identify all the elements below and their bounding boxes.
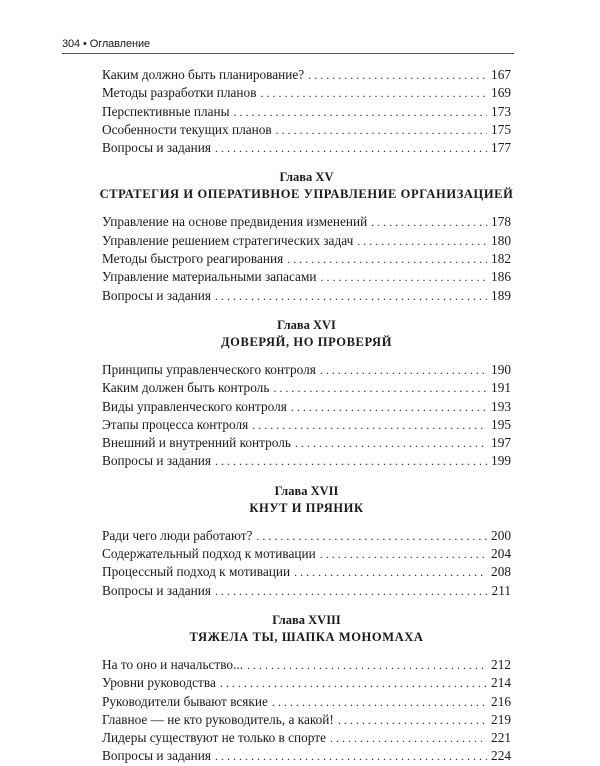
toc-entry-page: 199	[491, 453, 511, 469]
toc-entry[interactable]	[102, 250, 511, 268]
dot-leader	[276, 121, 487, 139]
dot-leader	[330, 729, 487, 747]
chapter-label: Глава XVI	[277, 317, 336, 332]
toc-entry-title: Управление материальными запасами	[102, 269, 317, 285]
toc-entry[interactable]	[102, 711, 511, 729]
toc-entry-page: 197	[491, 435, 511, 451]
toc-entry-title: Главное — не кто руководитель, а какой!	[102, 711, 334, 727]
running-head: 304 • Оглавление	[62, 38, 151, 50]
toc-entry-page: 177	[491, 140, 511, 156]
toc-entry[interactable]	[102, 398, 511, 416]
chapter-title: ДОВЕРЯЙ, НО ПРОВЕРЯЙ	[220, 334, 393, 349]
toc-entry-page: 175	[491, 121, 511, 137]
dot-leader	[357, 232, 487, 250]
toc-entry-page: 182	[491, 251, 511, 267]
toc-section	[102, 317, 511, 471]
toc-entry[interactable]	[102, 563, 511, 581]
toc-entry[interactable]	[102, 139, 511, 157]
toc-entry-title: Каким должен быть контроль	[102, 380, 270, 396]
toc-entry-page: 189	[491, 287, 511, 303]
dot-leader	[215, 582, 488, 600]
toc-entry-title: Принципы управленческого контроля	[102, 361, 316, 377]
toc-entry[interactable]	[102, 527, 511, 545]
toc-entry[interactable]	[102, 545, 511, 563]
dot-leader	[287, 250, 487, 268]
toc-entry-page: 214	[491, 675, 511, 691]
dot-leader	[291, 398, 487, 416]
toc-entry[interactable]	[102, 656, 511, 674]
toc-entry[interactable]	[102, 434, 511, 452]
toc-entry[interactable]	[102, 693, 511, 711]
toc-entry-page: 180	[491, 232, 511, 248]
toc-entry-page: 221	[491, 730, 511, 746]
dot-leader	[247, 656, 487, 674]
toc-entry-page: 191	[491, 380, 511, 396]
toc-entry-page: 173	[491, 103, 511, 119]
dot-leader	[320, 361, 487, 379]
toc-entry-title: Виды управленческого контроля	[102, 398, 287, 414]
chapter-title: КНУТ И ПРЯНИК	[249, 500, 364, 515]
toc-entry-title: Методы разработки планов	[102, 85, 257, 101]
dot-leader	[272, 693, 487, 711]
toc-entry[interactable]	[102, 361, 511, 379]
toc-entry[interactable]	[102, 582, 511, 600]
dot-leader	[320, 268, 487, 286]
toc-entry-page: 211	[491, 582, 511, 598]
toc-entry[interactable]	[102, 121, 511, 139]
toc-entry[interactable]	[102, 379, 511, 397]
toc-entry-page: 208	[491, 564, 511, 580]
toc-entry-title: Методы быстрого реагирования	[102, 251, 284, 267]
dot-leader	[320, 545, 487, 563]
toc-entry[interactable]	[102, 287, 511, 305]
dot-leader	[260, 84, 487, 102]
dot-leader	[338, 711, 487, 729]
toc-entry[interactable]	[102, 747, 511, 765]
toc-entry[interactable]	[102, 452, 511, 470]
toc-entry-title: Вопросы и задания	[102, 140, 212, 156]
chapter-label: Глава XV	[279, 170, 334, 185]
toc-entry-title: Содержательный подход к мотивации	[102, 546, 316, 562]
toc-entry-page: 224	[491, 748, 511, 764]
toc-entry-title: На то оно и начальство...	[102, 656, 244, 672]
toc-entry-title: Руководители бывают всякие	[102, 693, 268, 709]
toc-entry-page: 204	[491, 546, 511, 562]
toc-entry-title: Процессный подход к мотивации	[102, 564, 291, 580]
dot-leader	[234, 103, 488, 121]
toc-entry-title: Внешний и внутренний контроль	[102, 435, 291, 451]
toc-entry[interactable]	[102, 729, 511, 747]
toc-entry[interactable]	[102, 213, 511, 231]
table-of-contents	[99, 66, 514, 766]
toc-entry-page: 186	[491, 269, 511, 285]
chapter-label: Глава XVIII	[272, 612, 341, 627]
toc-entry[interactable]	[102, 84, 511, 102]
toc-entry-page: 190	[491, 361, 511, 377]
toc-entry-title: Вопросы и задания	[102, 748, 212, 764]
toc-entry[interactable]	[102, 66, 511, 84]
dot-leader	[273, 379, 487, 397]
toc-section	[102, 612, 511, 766]
toc-entry-title: Перспективные планы	[102, 103, 230, 119]
dot-leader	[215, 452, 487, 470]
toc-entry-page: 178	[491, 214, 511, 230]
chapter-label: Глава XVII	[274, 483, 339, 498]
toc-entry-page: 169	[491, 85, 511, 101]
toc-entry-page: 195	[491, 416, 511, 432]
dot-leader	[295, 434, 487, 452]
dot-leader	[308, 66, 487, 84]
toc-entry-page: 167	[491, 67, 511, 82]
toc-entry-title: Каким должно быть планирование?	[102, 67, 305, 82]
toc-entry-title: Вопросы и задания	[102, 287, 212, 303]
toc-section	[102, 66, 511, 157]
toc-entry-title: Лидеры существуют не только в спорте	[102, 730, 326, 746]
toc-entry-page: 193	[491, 398, 511, 414]
toc-section	[102, 483, 511, 600]
toc-entry-title: Управление решением стратегических задач	[102, 232, 354, 248]
dot-leader	[220, 674, 487, 692]
dot-leader	[215, 747, 487, 765]
toc-entry[interactable]	[102, 674, 511, 692]
toc-entry-page: 219	[491, 711, 511, 727]
toc-entry-page: 216	[491, 693, 511, 709]
toc-entry-page: 200	[491, 527, 511, 543]
toc-entry-title: Особенности текущих планов	[102, 121, 272, 137]
toc-entry-title: Этапы процесса контроля	[102, 416, 249, 432]
toc-entry-title: Вопросы и задания	[102, 582, 212, 598]
toc-entry-title: Уровни руководства	[102, 675, 216, 691]
dot-leader	[215, 139, 487, 157]
chapter-title: СТРАТЕГИЯ И ОПЕРАТИВНОЕ УПРАВЛЕНИЕ ОРГАНИЗАЦИЕЙ	[99, 187, 514, 202]
dot-leader	[252, 416, 487, 434]
toc-entry-title: Вопросы и задания	[102, 453, 212, 469]
toc-entry-title: Ради чего люди работают?	[102, 527, 253, 543]
dot-leader	[371, 213, 487, 231]
toc-entry[interactable]	[102, 416, 511, 434]
toc-entry-title: Управление на основе предвидения изменений	[102, 214, 368, 230]
dot-leader	[256, 527, 487, 545]
dot-leader	[294, 563, 487, 581]
toc-entry[interactable]	[102, 103, 511, 121]
chapter-title: ТЯЖЕЛА ТЫ, ШАПКА МОНОМАХА	[189, 629, 424, 644]
header-rule	[62, 53, 514, 54]
toc-entry[interactable]	[102, 232, 511, 250]
toc-section	[99, 169, 514, 304]
toc-entry-page: 212	[491, 656, 511, 672]
toc-entry[interactable]	[102, 268, 511, 286]
dot-leader	[215, 287, 487, 305]
